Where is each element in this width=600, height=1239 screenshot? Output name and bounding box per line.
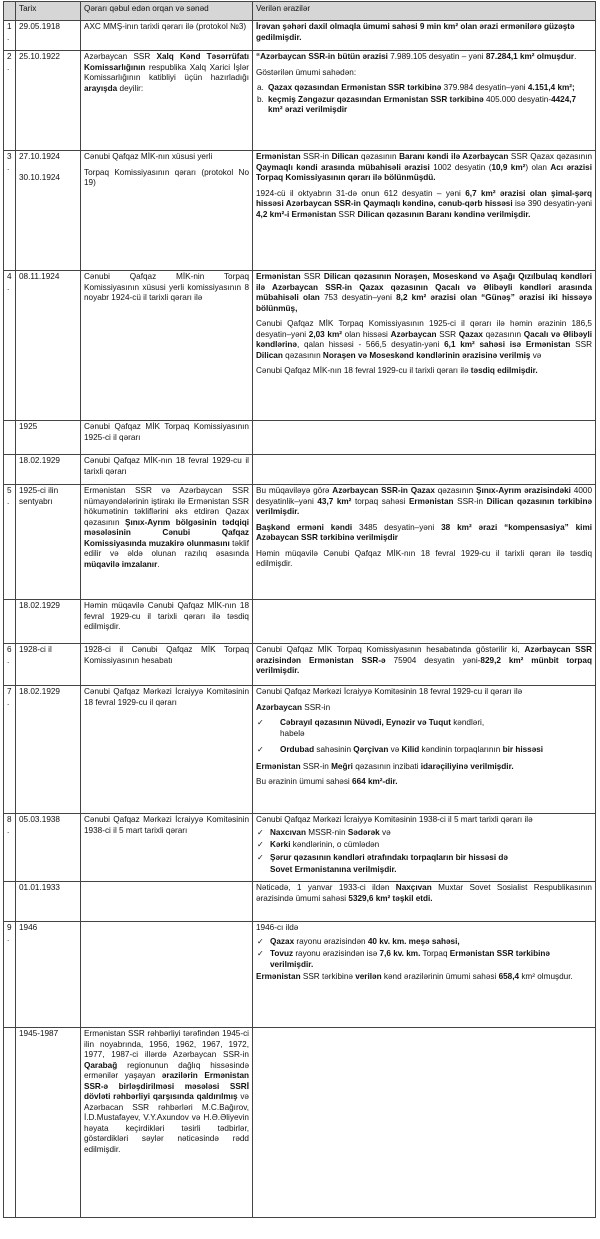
row-org: Cənubi Qafqaz MİK-nın xüsusi yerli Torpaq Komissiyasının qərarı (protokol No 19) — [81, 151, 253, 271]
village-list — [256, 718, 592, 756]
row-org — [81, 882, 253, 922]
table-row — [4, 485, 596, 600]
row-areas: Bu müqaviləyə görə Azərbaycan SSR-in Qazax qəzasının Şınıx-Ayrım ərazisindəki 4000 desyatinlik–yəni 43,7 km² torpaq sahəsi Ermənistan SSR-in Dilican qəzasının tərkibinə verilmişdir. Başkənd erməni kəndi 3485 desyatin–yəni 38 km² ərazi “kompensasiya” kimi Azəbaycan SSR tərkibinə verilmişdir Həmin müqavilə Cənubi Qafqaz MİK-nın 18 fevral 1929-cu il tarixli qərarı ilə təsdiq edilmişdir. — [253, 485, 596, 600]
row-org: Ermənistan SSR rəhbərliyi tərəfindən 1945-ci ilin noyabrında, 1956, 1962, 1967, 1972, 1977, 1987-ci illərdə Azərbaycan SSR-in Qarabağ regionunun dağlıq hissəsində ermənilər yaşayan ərazilərin Ermənistan SSR-ə birləşdirilməsi məsələsi SSRİ dövləti rəhbərliyi qarşısında qaldırılmış və Azərbacan SSR rəhbərləri M.C.Bağırov, İ.D.Mustafayev, V.Y.Axundov və H.Ə.Əliyevin həyata keçirdikləri təsirli tədbirlər, göstərdikləri səylər nəticəsində rədd edilmişdir. — [81, 1028, 253, 1218]
table-row — [4, 922, 596, 1028]
table-row — [4, 21, 596, 51]
row-org: 1928-ci il Cənubi Qafqaz MİK Torpaq Komissiyasının hesabatı — [81, 644, 253, 686]
list-item: b. keçmiş Zəngəzur qəzasından Ermənistan SSR tərkibinə 405.000 desyatin-4424,7 km² ərazi verilmişdir — [257, 94, 577, 114]
row-date: 1925 — [16, 421, 81, 455]
row-number — [4, 882, 16, 922]
header-org: Qərarı qəbul edən orqan və sənəd — [81, 2, 253, 21]
row-date: 27.10.1924 30.10.1924 — [16, 151, 81, 271]
check-icon: ✓ — [257, 827, 264, 837]
area-list — [256, 937, 592, 971]
row-number: 6. — [4, 644, 16, 686]
row-date: 1946 — [16, 922, 81, 1028]
list-item: ✓ Kərki kəndlərinin, o cümlədən — [257, 840, 380, 849]
row-number — [4, 600, 16, 644]
row-date: 29.05.1918 — [16, 21, 81, 51]
row-number: 5. — [4, 485, 16, 600]
row-number: 3. — [4, 151, 16, 271]
row-areas: 1946-cı ildə ✓ Qazax rayonu ərazisindən 40 kv. km. meşə sahəsi, ✓ Tovuz rayonu ərazisindən isə 7,6 kv. km. Torpaq Ermənistan SSR tərkibinə verilmişdir. Ermənistan SSR tərkibinə verilən kənd ərazilərinin ümumi sahəsi 658,4 km² olmuşdur. — [253, 922, 596, 1028]
list-item: ✓ Cəbrayıl qəzasının Nüvədi, Eynəzir və Tuqut kəndləri, habelə — [257, 718, 485, 738]
row-org: Cənubi Qafqaz MİK-nin Torpaq Komissiyasının xüsusi yerli komissiyasının 8 noyabr 1924-cü il tarixli qərarı ilə — [81, 271, 253, 421]
row-org: Azərbaycan SSR Xalq Kənd Təsərrüfatı Komissarlığının respublika Xalq Xarici İşlər Komissarlığının katibliyi üçün hazırladığı arayışda deyilir: — [81, 51, 253, 151]
row-number: 7. — [4, 686, 16, 814]
row-areas: “Azərbaycan SSR-in bütün ərazisi 7.989.105 desyatin – yəni 87.284,1 km² olmuşdur. Göstərilən ümumi sahədən: a. Qazax qəzasından Ermənistan SSR tərkibinə 379.984 desyatin–yəni 4.151,4 km²; b. keçmiş Zəngəzur qəzasından Ermənistan SSR tərkibinə 405.000 desyatin-4424,7 km² ərazi verilmişdir — [253, 51, 596, 151]
village-list — [256, 828, 592, 864]
row-date: 08.11.1924 — [16, 271, 81, 421]
row-number: 4. — [4, 271, 16, 421]
row-date: 1928-ci il — [16, 644, 81, 686]
check-icon: ✓ — [257, 852, 264, 862]
header-areas: Verilən ərazilər — [253, 2, 596, 21]
row-areas: İrəvan şəhəri daxil olmaqla ümumi sahəsi 9 min km² olan ərazi ermənilərə güzəştə gedilmişdir. — [253, 21, 596, 51]
row-areas: Cənubi Qafqaz Mərkəzi İcraiyyə Komitəsinin 1938-ci il 5 mart tarixli qərarı ilə ✓ Naxcıvan MSSR-nin Sədərək və ✓ Kərki kəndlərinin, o cümlədən ✓ Şərur qəzasının kəndləri ətrafındakı torpaqların bir hissəsi də Sovet Ermənistanına verilmişdir. — [253, 814, 596, 882]
row-date: 18.02.1929 — [16, 455, 81, 485]
table-row — [4, 1028, 596, 1218]
row-date: 18.02.1929 — [16, 686, 81, 814]
row-number: 2. — [4, 51, 16, 151]
table-row — [4, 421, 596, 455]
row-areas — [253, 455, 596, 485]
check-icon: ✓ — [257, 745, 264, 754]
table-row — [4, 686, 596, 814]
header-num — [4, 2, 16, 21]
row-date: 18.02.1929 — [16, 600, 81, 644]
row-areas: Ermənistan SSR Dilican qəzasının Noraşen, Moseskənd və Aşağı Qızılbulaq kəndləri ilə Azərbaycan SSR-in Qazax qəzasının Qacalı və Əlibəyli kəndləri arasında mübahisəli olan 753 desyatin–yəni 8,2 km² ərazisi olan “Günəş” ərazisi iki hissəyə bölünmüş, Cənubi Qafqaz MİK Torpaq Komissiyasının 1925-ci il qərarı ilə həmin ərazinin 186,5 desyatin–yəni 2,03 km² olan hissəsi Azərbaycan SSR Qazax qəzasının Qacalı və Əlibəyli kəndlərinə, qalan hissəsi - 566,5 desyatin-yəni 6,1 km² sahəsi isə Ermənistan SSR Dilican qəzasının Noraşen və Moseskənd kəndlərinin ərazisinə verilmiş və Cənubi Qafqaz MİK-nın 18 fevral 1929-cu il tarixli qərarı ilə təsdiq edilmişdir. — [253, 271, 596, 421]
table-row — [4, 644, 596, 686]
list-item: a. Qazax qəzasından Ermənistan SSR tərkibinə 379.984 desyatin–yəni 4.151,4 km²; — [257, 83, 575, 92]
list-item: ✓ Ordubad sahəsinin Qərçivan və Kilid kəndinin torpaqlarının bir hissəsi — [257, 745, 544, 754]
row-org: Cənubi Qafqaz Mərkəzi İcraiyyə Komitəsinin 1938-ci il 5 mart tarixli qərarı — [81, 814, 253, 882]
row-date: 25.10.1922 — [16, 51, 81, 151]
row-areas: Ermənistan SSR-in Dilican qəzasının Baranı kəndi ilə Azərbaycan SSR Qazax qəzasının Qaymaqlı kəndi arasında mübahisəli ərazisi 1002 desyatin (10,9 km²) olan Acı ərazisi Torpaq Komissiyasının qərarı ilə bölünmüşdü. 1924-cü il oktyabrın 31-də onun 612 desyatin – yəni 6,7 km² ərazisi olan şimal-şərq hissəsi Azərbaycan SSR-in Qaymaqlı kəndinə, cənub-qərb hissəsi isə 390 desyatin-yəni 4,2 km²-i Ermənistan SSR Dilican qəzasının Baranı kəndinə verilmişdir. — [253, 151, 596, 271]
row-areas — [253, 1028, 596, 1218]
row-number — [4, 1028, 16, 1218]
table-row — [4, 600, 596, 644]
list-item: ✓ Tovuz rayonu ərazisindən isə 7,6 kv. km. Torpaq Ermənistan SSR tərkibinə verilmişdir. — [257, 949, 550, 969]
table-row — [4, 271, 596, 421]
row-number — [4, 421, 16, 455]
row-date: 1925-ci ilin sentyabrı — [16, 485, 81, 600]
row-date: 01.01.1933 — [16, 882, 81, 922]
table-header-row — [4, 2, 596, 21]
row-org: Cənubi Qafqaz MİK Torpaq Komissiyasının 1925-ci il qərarı — [81, 421, 253, 455]
row-areas — [253, 600, 596, 644]
header-date: Tarix — [16, 2, 81, 21]
row-number: 9. — [4, 922, 16, 1028]
area-list — [256, 83, 592, 116]
table-row — [4, 814, 596, 882]
row-areas: Cənubi Qafqaz Mərkəzi İcraiyyə Komitəsinin 18 fevral 1929-cu il qərarı ilə Azərbaycan SSR-in ✓ Cəbrayıl qəzasının Nüvədi, Eynəzir və Tuqut kəndləri, habelə ✓ Ordubad sahəsinin Qərçivan və Kilid kəndinin torpaqlarının bir hissəsi Ermənistan SSR-in Meğri qəzasının inzibati idarəçiliyinə verilmişdir. Bu ərazinin ümumi sahəsi 664 km²-dir. — [253, 686, 596, 814]
row-date: 05.03.1938 — [16, 814, 81, 882]
row-number — [4, 455, 16, 485]
row-areas: Cənubi Qafqaz MİK Torpaq Komissiyasının hesabatında göstərilir ki, Azərbaycan SSR ərazisindən Ermənistan SSR-ə 75904 desyatin yəni-829,2 km² münbit torpaq verilmişdir. — [253, 644, 596, 686]
row-areas — [253, 421, 596, 455]
table-row — [4, 151, 596, 271]
row-number: 1. — [4, 21, 16, 51]
row-org: Cənubi Qafqaz Mərkəzi İcraiyyə Komitəsinin 18 fevral 1929-cu il qərarı — [81, 686, 253, 814]
row-org: Ermənistan SSR və Azərbaycan SSR nümayəndələrinin iştirakı ilə Ermənistan SSR hökumətinin təkliflərini əks etdirən Qazax qəzasının Şınıx-Ayrım bölgəsinin tədqiqi məsələsinin Cənubi Qafqaz Komissiyasında muzakirə olunmasını təklif edilir və əldə olunan razılıq əsasında müqavilə imzalanır. — [81, 485, 253, 600]
check-icon: ✓ — [257, 936, 264, 946]
list-item: ✓ Şərur qəzasının kəndləri ətrafındakı torpaqların bir hissəsi də — [257, 852, 508, 862]
row-org — [81, 922, 253, 1028]
list-item: ✓ Qazax rayonu ərazisindən 40 kv. km. meşə sahəsi, — [257, 936, 460, 946]
list-item: ✓ Naxcıvan MSSR-nin Sədərək və — [257, 827, 391, 837]
row-number: 8. — [4, 814, 16, 882]
check-icon: ✓ — [257, 840, 264, 849]
territory-transfers-table — [3, 1, 596, 1218]
row-org: Cənubi Qafqaz MİK-nın 18 fevral 1929-cu il tarixli qərarı — [81, 455, 253, 485]
table-row — [4, 51, 596, 151]
row-org: Həmin müqavilə Cənubi Qafqaz MİK-nın 18 fevral 1929-cu il tarixli qərarı ilə təsdiq edilmişdir. — [81, 600, 253, 644]
table-row — [4, 455, 596, 485]
check-icon: ✓ — [257, 949, 264, 958]
row-org: AXC MMŞ-inın tarixli qərarı ilə (protokol №3) — [81, 21, 253, 51]
row-areas: Nəticədə, 1 yanvar 1933-ci ildən Naxçıvan Muxtar Sovet Sosialist Respublikasının ərazisində ümumi sahəsi 5329,6 km² təşkil etdi. — [253, 882, 596, 922]
check-icon: ✓ — [257, 718, 264, 727]
table-row — [4, 882, 596, 922]
row-date: 1945-1987 — [16, 1028, 81, 1218]
